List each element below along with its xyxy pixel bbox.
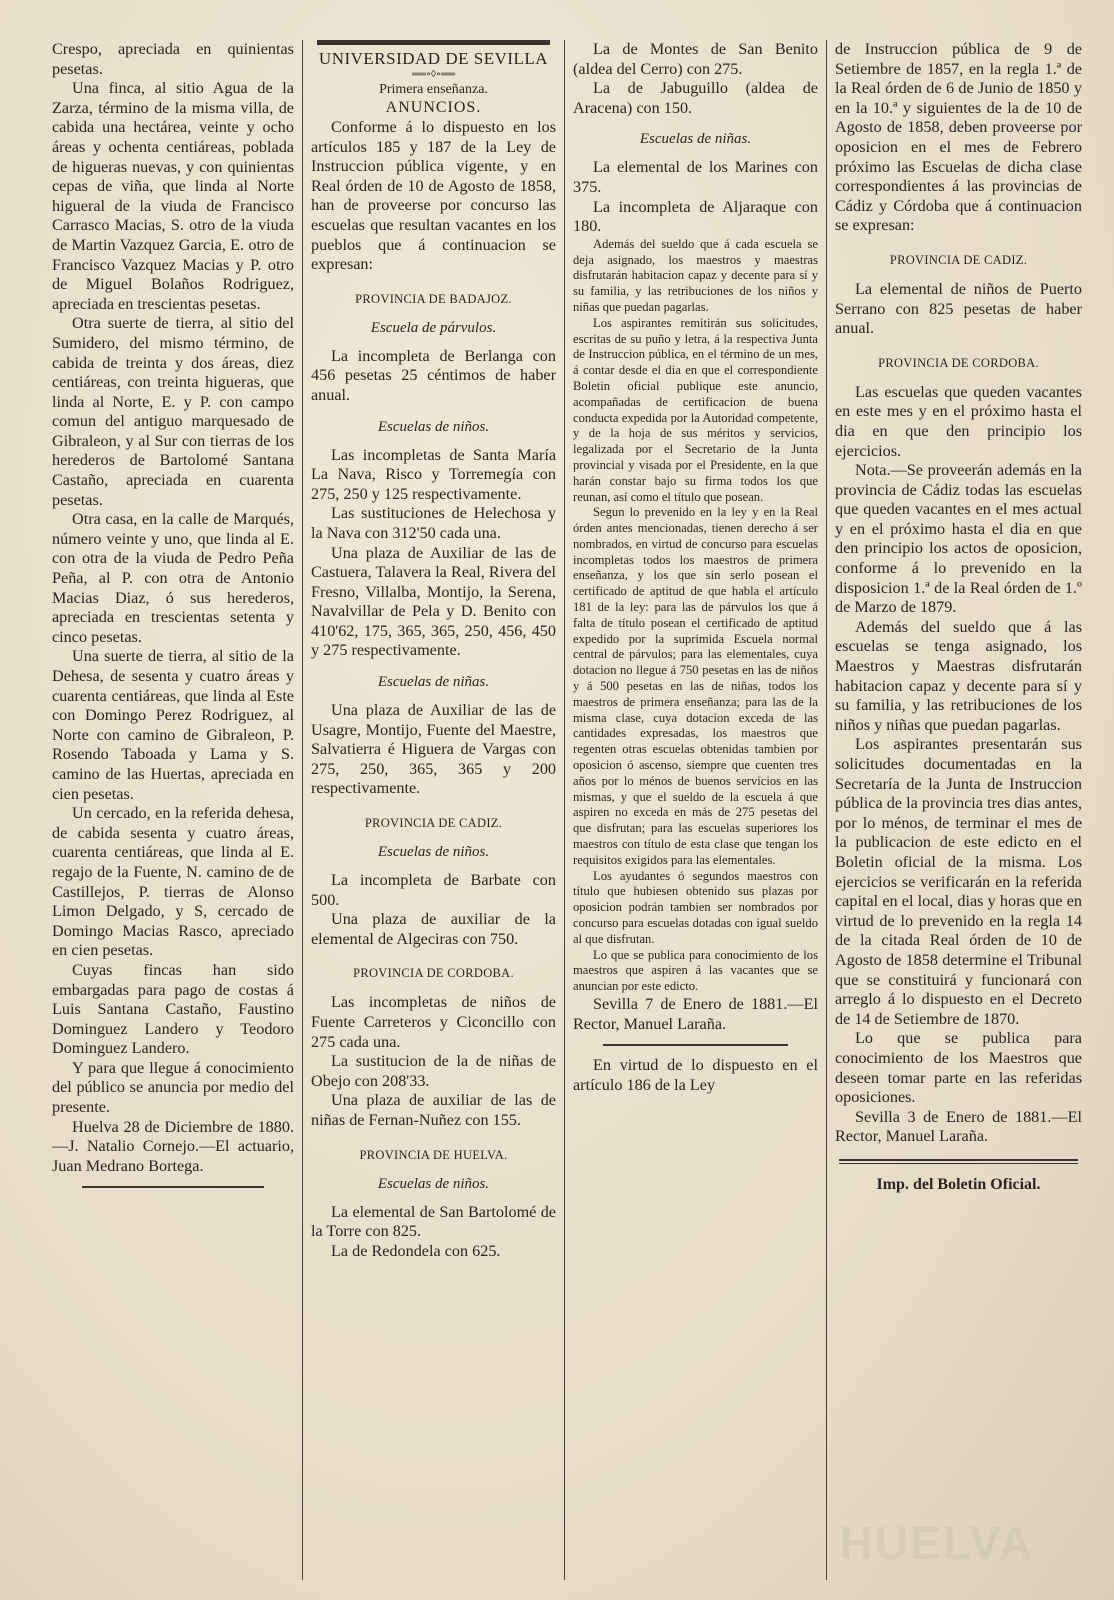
section-ninas-huelva: Escuelas de niñas. — [639, 131, 752, 148]
col3-small-4: Los ayudantes ó segundos maestros con título que hubiesen obtenido sus plazas por oposicion podrán tambien ser nombrados por concurso para escuelas dotadas con igual sueldo al que disfrutan. — [573, 868, 818, 946]
columns — [44, 40, 1092, 1580]
huelva-1: La elemental de San Bartolomé de la Torre con 825. — [311, 1202, 556, 1241]
col3-para-4: La incompleta de Aljaraque con 180. — [573, 197, 818, 236]
province-cadiz: PROVINCIA DE CADIZ. — [364, 816, 503, 831]
province-badajoz: PROVINCIA DE BADAJOZ. — [355, 291, 512, 306]
col3-small-2: Los aspirantes remitirán sus solicitudes, escritas de su puño y letra, á la respectiva Junta de Instruccion pública, en el término de un mes, á contar desde el dia en que el correspondiente Boletin oficial publique este anuncio, acompañadas de certificacion de buena conducta expedida por la Autoridad competente, y de la hoja de sus méritos y servicios, legalizada por el Secretario de la Junta provincial y visada por el Presidente, en la que harán constar bajo su firma todos los que reunan, así como el título que posean. — [573, 315, 818, 504]
col3-para-3: La elemental de los Marines con 375. — [573, 158, 818, 196]
col3-signature: Sevilla 7 de Enero de 1881.—El Rector, Manuel Laraña. — [573, 995, 818, 1033]
col1-end-rule — [82, 1186, 264, 1188]
section-ninos-badajoz: Escuelas de niños. — [377, 418, 490, 435]
column-2 — [302, 40, 564, 1580]
province-cadiz-2: PROVINCIA DE CADIZ. — [889, 252, 1028, 267]
col3-small-3: Segun lo prevenido en la ley y en la Real órden antes mencionadas, tienen derecho á ser nombrados, en virtud de concurso para escuelas incompletas todos los maestros de primera enseñanza, y los que sin serlo posean el certificado de aptitud de que habla el artículo 181 de la ley: para las de párvulos los que á falta de título posean el certificado de aptitud expedido por la suprimida Escuela normal central de párvulos; para las elementales, cuya dotacion no llegue á 750 pesetas en las de niños y á 500 pesetas en las de niñas, todos los maestros de primera enseñanza; para las de la misma clase, cuya dotacion exceda de las cantidades expresadas, los maestros que regenten otras escuelas obtenidas tambien por oposicion ó ascenso, siempre que cuenten tres años por lo ménos de buenos servicios en las mismas, y que el sueldo de la escuela á que aspiren no exceda en más de 275 pesetas del que disfrutan; para las escuelas superiores los maestros con título de esta clase que tengan los requisitos exigidos para las elementales. — [573, 505, 818, 867]
cadiz-1: La incompleta de Barbate con 500. — [311, 871, 556, 909]
parvulos-paragraph: La incompleta de Berlanga con 456 pesetas 25 céntimos de haber anual. — [311, 346, 556, 404]
ornament: ══∘◊∘══ — [411, 69, 456, 80]
col3-para-2: La de Jabuguillo (aldea de Aracena) con 150. — [573, 79, 818, 117]
col1-para-5: Una suerte de tierra, al sitio de la Dehesa, de sesenta y cuatro áreas y cuarenta centiáreas, que linda al Este con Domingo Perez Rodriguez, al Norte con camino de Gibraleon, P. Rosendo Taboada y Lama y S. camino de las Huertas, apreciada en cien pesetas. — [52, 647, 294, 803]
section-ninos-cadiz: Escuelas de niños. — [377, 844, 490, 861]
col1-para-1: Crespo, apreciada en quinientas pesetas. — [52, 40, 294, 78]
col4-para-1: de Instruccion pública de 9 de Setiembre de 1857, en la regla 1.ª de la Real órden de 6 de Junio de 1850 y en la 10.ª y siguientes de la de 10 de Agosto de 1858, deben proveerse por oposicion en el mes de Febrero próximo las Escuelas de dicha clase correspondientes á las provincias de Cádiz y Córdoba que á continuacion se expresan: — [835, 40, 1082, 235]
col1-para-3: Otra suerte de tierra, al sitio del Sumidero, del mismo término, de cabida de treinta y dos áreas, diez centiáreas, con treinta higueras, que linda al Norte, E. y P. con campo comun del antiguo marquesado de Gibraleon, y al Sur con tierras de los herederos de Bartolomé Santana Castaño, apreciada en cuarenta pesetas. — [52, 314, 294, 509]
section-subtitle: Primera enseñanza. — [379, 82, 488, 97]
col1-para-8: Y para que llegue á conocimiento del público se anuncia por medio del presente. — [52, 1058, 294, 1117]
section-ninos-huelva: Escuelas de niños. — [377, 1175, 490, 1192]
huelva-2: La de Redondela con 625. — [331, 1241, 501, 1260]
intro-paragraph: Conforme á lo dispuesto en los artículos 185 y 187 de la Ley de Instruccion pública vigente, y en Real órden de 10 de Agosto de 1858, han de proveerse por concurso las escuelas que resultan vacantes en los pueblos que á continuacion se expresan: — [311, 118, 556, 274]
column-4 — [826, 40, 1090, 1580]
ninos-badajoz-3: Una plaza de Auxiliar de las de Castuera, Talavera la Real, Rivera del Fresno, Villalba, Montijo, la Serena, Navalvillar de Pela y D. Benito con 410'62, 175, 365, 365, 250, 456, 450 y 275 respectivamente. — [311, 543, 556, 660]
section-parvulos: Escuela de párvulos. — [370, 319, 497, 336]
col3-small-1: Además del sueldo que á cada escuela se deja asignado, los maestros y maestras disfrutarán habitacion capaz y decente para sí y su familia, y las retribuciones de los niños y niñas que puedan pagarlas. — [573, 236, 818, 314]
watermark: HUELVA — [839, 1517, 1034, 1569]
col1-para-6: Un cercado, en la referida dehesa, de cabida sesenta y cuatro áreas, cuarenta centiáreas, que linda al E. regajo de la Fuente, N. camino de de Castillejos, P. tierras de Alonso Limon Delgado, y S, cercado de Domingo Macias Rasco, apreciado en cien pesetas. — [52, 804, 294, 960]
col1-para-9: Huelva 28 de Diciembre de 1880.—J. Natalio Cornejo.—El actuario, Juan Medrano Bortega. — [52, 1117, 294, 1175]
cordoba-3: Una plaza de auxiliar de las de niñas de Fernan-Nuñez con 155. — [311, 1091, 556, 1129]
col3-small-5: Lo que se publica para conocimiento de los maestros que aspiren á las vacantes que se anuncian por este edicto. — [573, 947, 818, 994]
cordoba-1: Las incompletas de niños de Fuente Carreteros y Ciconcillo con 275 cada una. — [311, 993, 556, 1051]
col3-para-1: La de Montes de San Benito (aldea del Cerro) con 275. — [573, 40, 818, 78]
anuncios-heading: ANUNCIOS. — [385, 99, 482, 116]
col4-para-3: Las escuelas que queden vacantes en este mes y en el próximo hasta el dia en que den principio los ejercicios. — [835, 382, 1082, 460]
column-1 — [44, 40, 302, 1580]
col4-para-5: Además del sueldo que á las escuelas se tenga asignado, los Maestros y Maestras disfrutarán habitacion capaz y decente para sí y su familia, y las retribuciones de los niños y niñas que puedan pagarlas. — [835, 617, 1082, 734]
col4-double-rule — [839, 1159, 1078, 1164]
col2-top-bar — [317, 40, 550, 45]
ninos-badajoz-2: Las sustituciones de Helechosa y la Nava con 312'50 cada una. — [311, 504, 556, 542]
province-huelva: PROVINCIA DE HUELVA. — [359, 1147, 508, 1162]
column-3 — [564, 40, 826, 1580]
col1-para-4: Otra casa, en la calle de Marqués, número veinte y uno, que linda al E. con otra de la viuda de Pedro Peña Peña, al P. con otra de Antonio Macias Diaz, ó sus herederos, apreciada en trescientas setenta y cinco pesetas. — [52, 510, 294, 646]
province-cordoba-2: PROVINCIA DE CORDOBA. — [878, 355, 1039, 370]
ninas-badajoz: Una plaza de Auxiliar de las de Usagre, Montijo, Fuente del Maestre, Salvatierra é Higuera de Vargas con 275, 250, 365, 365 y 200 respectivamente. — [311, 701, 556, 798]
printer-footer: Imp. del Boletin Oficial. — [876, 1175, 1041, 1193]
col4-para-2: La elemental de niños de Puerto Serrano con 825 pesetas de haber anual. — [835, 279, 1082, 338]
col4-para-4: Nota.—Se proveerán además en la provincia de Cádiz todas las escuelas que queden vacantes en el mes actual y en el próximo hasta el dia en que den principio los actos de oposicion, conforme á lo prevenido en la disposicion 1.ª de la Real órden de 1.º de Marzo de 1879. — [835, 461, 1082, 617]
col1-para-2: Una finca, al sitio Agua de la Zarza, término de la misma villa, de cabida una hectárea, veinte y ocho áreas y ochenta centiáreas, poblada de higueras nuevas, y con quinientas cepas de viña, que linda al Norte higueral de la viuda de Francisco Carrasco Macias, S. otro de la viuda de Martin Vazquez Garcia, E. otro de Francisco Vazquez Macias y P. otro de Miguel Bolaños Rodriguez, apreciada en trescientas pesetas. — [52, 79, 294, 313]
university-heading: UNIVERSIDAD DE SEVILLA — [318, 49, 549, 68]
section-ninas-badajoz: Escuelas de niñas. — [377, 674, 490, 691]
cordoba-2: La sustitucion de la de niñas de Obejo con 208'33. — [311, 1052, 556, 1090]
col1-para-7: Cuyas fincas han sido embargadas para pago de costas á Luis Santana Castaño, Faustino Dominguez Landero y Teodoro Dominguez Landero. — [52, 960, 294, 1058]
col3-final: En virtud de lo dispuesto en el artículo 186 de la Ley — [573, 1056, 818, 1094]
cadiz-2: Una plaza de auxiliar de la elemental de Algeciras con 750. — [311, 910, 556, 948]
col4-para-6: Los aspirantes presentarán sus solicitudes documentadas en la Secretaría de la Junta de Instruccion pública de la provincia tres dias antes, por lo ménos, de terminar el mes de la publicacion de este edicto en el Boletin oficial de la misma. Los ejercicios se verificarán en la referida capital en el local, dias y horas que en virtud de lo prevenido en la regla 14 de la citada Real órden de 10 de Agosto de 1858 determine el Tribunal que se constituirá y funcionará con arreglo á lo dispuesto en el Decreto de 14 de Setiembre de 1870. — [835, 735, 1082, 1028]
province-cordoba: PROVINCIA DE CORDOBA. — [353, 966, 514, 981]
col3-rule — [603, 1044, 788, 1046]
col4-para-8: Sevilla 3 de Enero de 1881.—El Rector, Manuel Laraña. — [835, 1107, 1082, 1146]
col4-para-7: Lo que se publica para conocimiento de los Maestros que deseen tomar parte en las referidas oposiciones. — [835, 1029, 1082, 1107]
ninos-badajoz-1: Las incompletas de Santa María La Nava, Risco y Torremegía con 275, 250 y 125 respectivamente. — [311, 445, 556, 503]
